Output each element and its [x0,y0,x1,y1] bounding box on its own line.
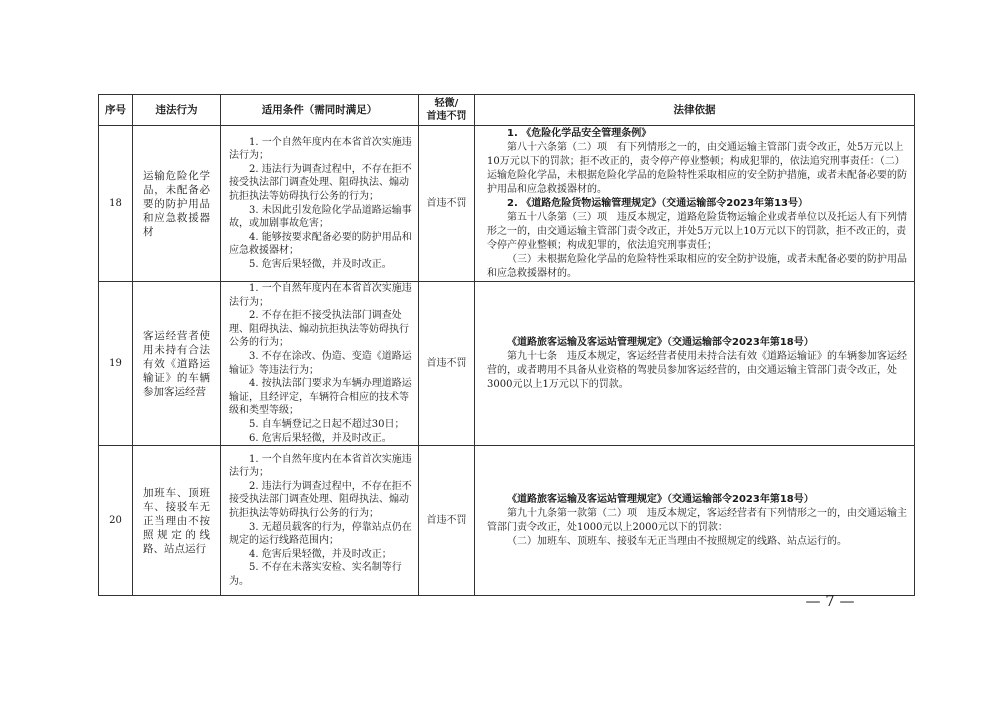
table-row [99,282,915,446]
regulation-table [98,94,915,596]
condition-item: 1. 一个自然年度内在本省首次实施违法行为； [229,453,412,479]
law-text: （三）未根据危险化学品的危险特性采取相应的安全防护设施，或者未配备必要的防护用品和应急救援器材的。 [487,253,907,279]
condition-item: 2. 不存在拒不接受执法部门调查处理、阻碍执法、煽动抗拒执法等妨碍执行公务的行为； [229,310,409,349]
condition-item: 4. 按执法部门要求为车辆办理道路运输证，且经评定，车辆符合相应的技术等级和类型等级； [229,378,412,417]
basis-cell [475,446,915,596]
header-mild [419,95,475,126]
condition-item: 5. 危害后果轻微，并及时改正。 [249,258,392,270]
table-row [99,446,915,596]
law-text: 第九十九条第一款第（二）项 违反本规定，客运经营者有下列情形之一的，由交通运输主管部门责令改正，处1000元以上2000元以下的罚款： [487,507,907,533]
law-title: 2. 《道路危险货物运输管理规定》（交通运输部令2023年第13号） [507,197,808,209]
law-title: 1. 《危险化学品安全管理条例》 [507,127,652,139]
row-number: 20 [99,446,133,596]
header-mild-line1: 轻微/ [434,98,459,109]
condition-item: 5. 自车辆登记之日起不超过30日； [249,418,405,430]
header-mild-line2: 首违不罚 [426,111,467,122]
basis-cell [475,126,915,282]
violation-cell: 加班车、顶班车、接驳车无正当理由不按照规定的线路、站点运行 [133,446,221,596]
conditions-cell [221,126,419,282]
law-text: 第九十七条 违反本规定，客运经营者使用未持合法有效《道路运输证》的车辆参加客运经营的，或者聘用不具备从业资格的驾驶员参加客运经营的，由交通运输主管部门责令改正，处3000元以上1万元以下的罚款。 [487,350,907,390]
header-conditions: 适用条件（需同时满足） [221,95,419,126]
condition-item: 6. 危害后果轻微，并及时改正。 [249,432,392,444]
violation-cell: 运输危险化学品，未配备必要的防护用品和应急救援器材 [133,126,221,282]
law-text: 第八十六条第（二）项 有下列情形之一的，由交通运输主管部门责令改正，处5万元以上10万元以下的罚款；拒不改正的，责令停产停业整顿；构成犯罪的，依法追究刑事责任：（二）运输危险化学品，未根据危险化学品的危险特性采取相应的安全防护措施，或者未配备必要的防护用品和应急救援器材的。 [487,141,907,195]
table-row [99,126,915,282]
condition-item: 2. 违法行为调查过程中，不存在拒不接受执法部门调查处理、阻碍执法、煽动抗拒执法等妨碍执行公务的行为； [229,480,412,520]
law-title: 《道路旅客运输及客运站管理规定》（交通运输部令2023年第18号） [507,336,814,348]
condition-item: 4. 能够按要求配备必要的防护用品和应急救援器材； [229,231,412,257]
condition-item: 3. 不存在涂改、伪造、变造《道路运输证》等违法行为； [229,350,412,376]
mild-cell: 首违不罚 [419,446,475,596]
law-text: （二）加班车、顶班车、接驳车无正当理由不按照规定的线路、站点运行的。 [507,535,847,547]
condition-item: 1. 一个自然年度内在本省首次实施违法行为； [229,136,412,162]
table-header-row [99,95,915,126]
mild-cell: 首违不罚 [419,126,475,282]
law-title: 《道路旅客运输及客运站管理规定》（交通运输部令2023年第18号） [507,493,814,505]
mild-cell: 首违不罚 [419,282,475,446]
page-number: — 7 — [805,592,855,610]
conditions-cell [221,282,419,446]
violation-cell: 客运经营者使用未持有合法有效《道路运输证》的车辆参加客运经营 [133,282,221,446]
condition-item: 5. 不存在未落实安检、实名制等行为。 [229,562,402,587]
law-text: 第五十八条第（三）项 违反本规定，道路危险货物运输企业或者单位以及托运人有下列情形之一的，由交通运输主管部门责令改正，并处5万元以上10万元以下的罚款，拒不改正的，责令停产停业整顿；构成犯罪的，依法追究刑事责任； [487,211,907,251]
condition-item: 3. 无超员载客的行为，停靠站点仍在规定的运行线路范围内； [229,521,412,547]
condition-item: 2. 违法行为调查过程中，不存在拒不接受执法部门调查处理、阻碍执法、煽动抗拒执法等妨碍执行公务的行为； [229,163,412,202]
condition-item: 3. 未因此引发危险化学品道路运输事故，或加剧事故危害； [229,204,412,230]
basis-cell [475,282,915,446]
row-number: 18 [99,126,133,282]
row-number: 19 [99,282,133,446]
condition-item: 4. 危害后果轻微，并及时改正； [249,548,392,560]
header-violation: 违法行为 [133,95,221,126]
header-basis: 法律依据 [475,95,915,126]
conditions-cell [221,446,419,596]
header-no: 序号 [99,95,133,126]
condition-item: 1. 一个自然年度内在本省首次实施违法行为； [229,283,412,308]
